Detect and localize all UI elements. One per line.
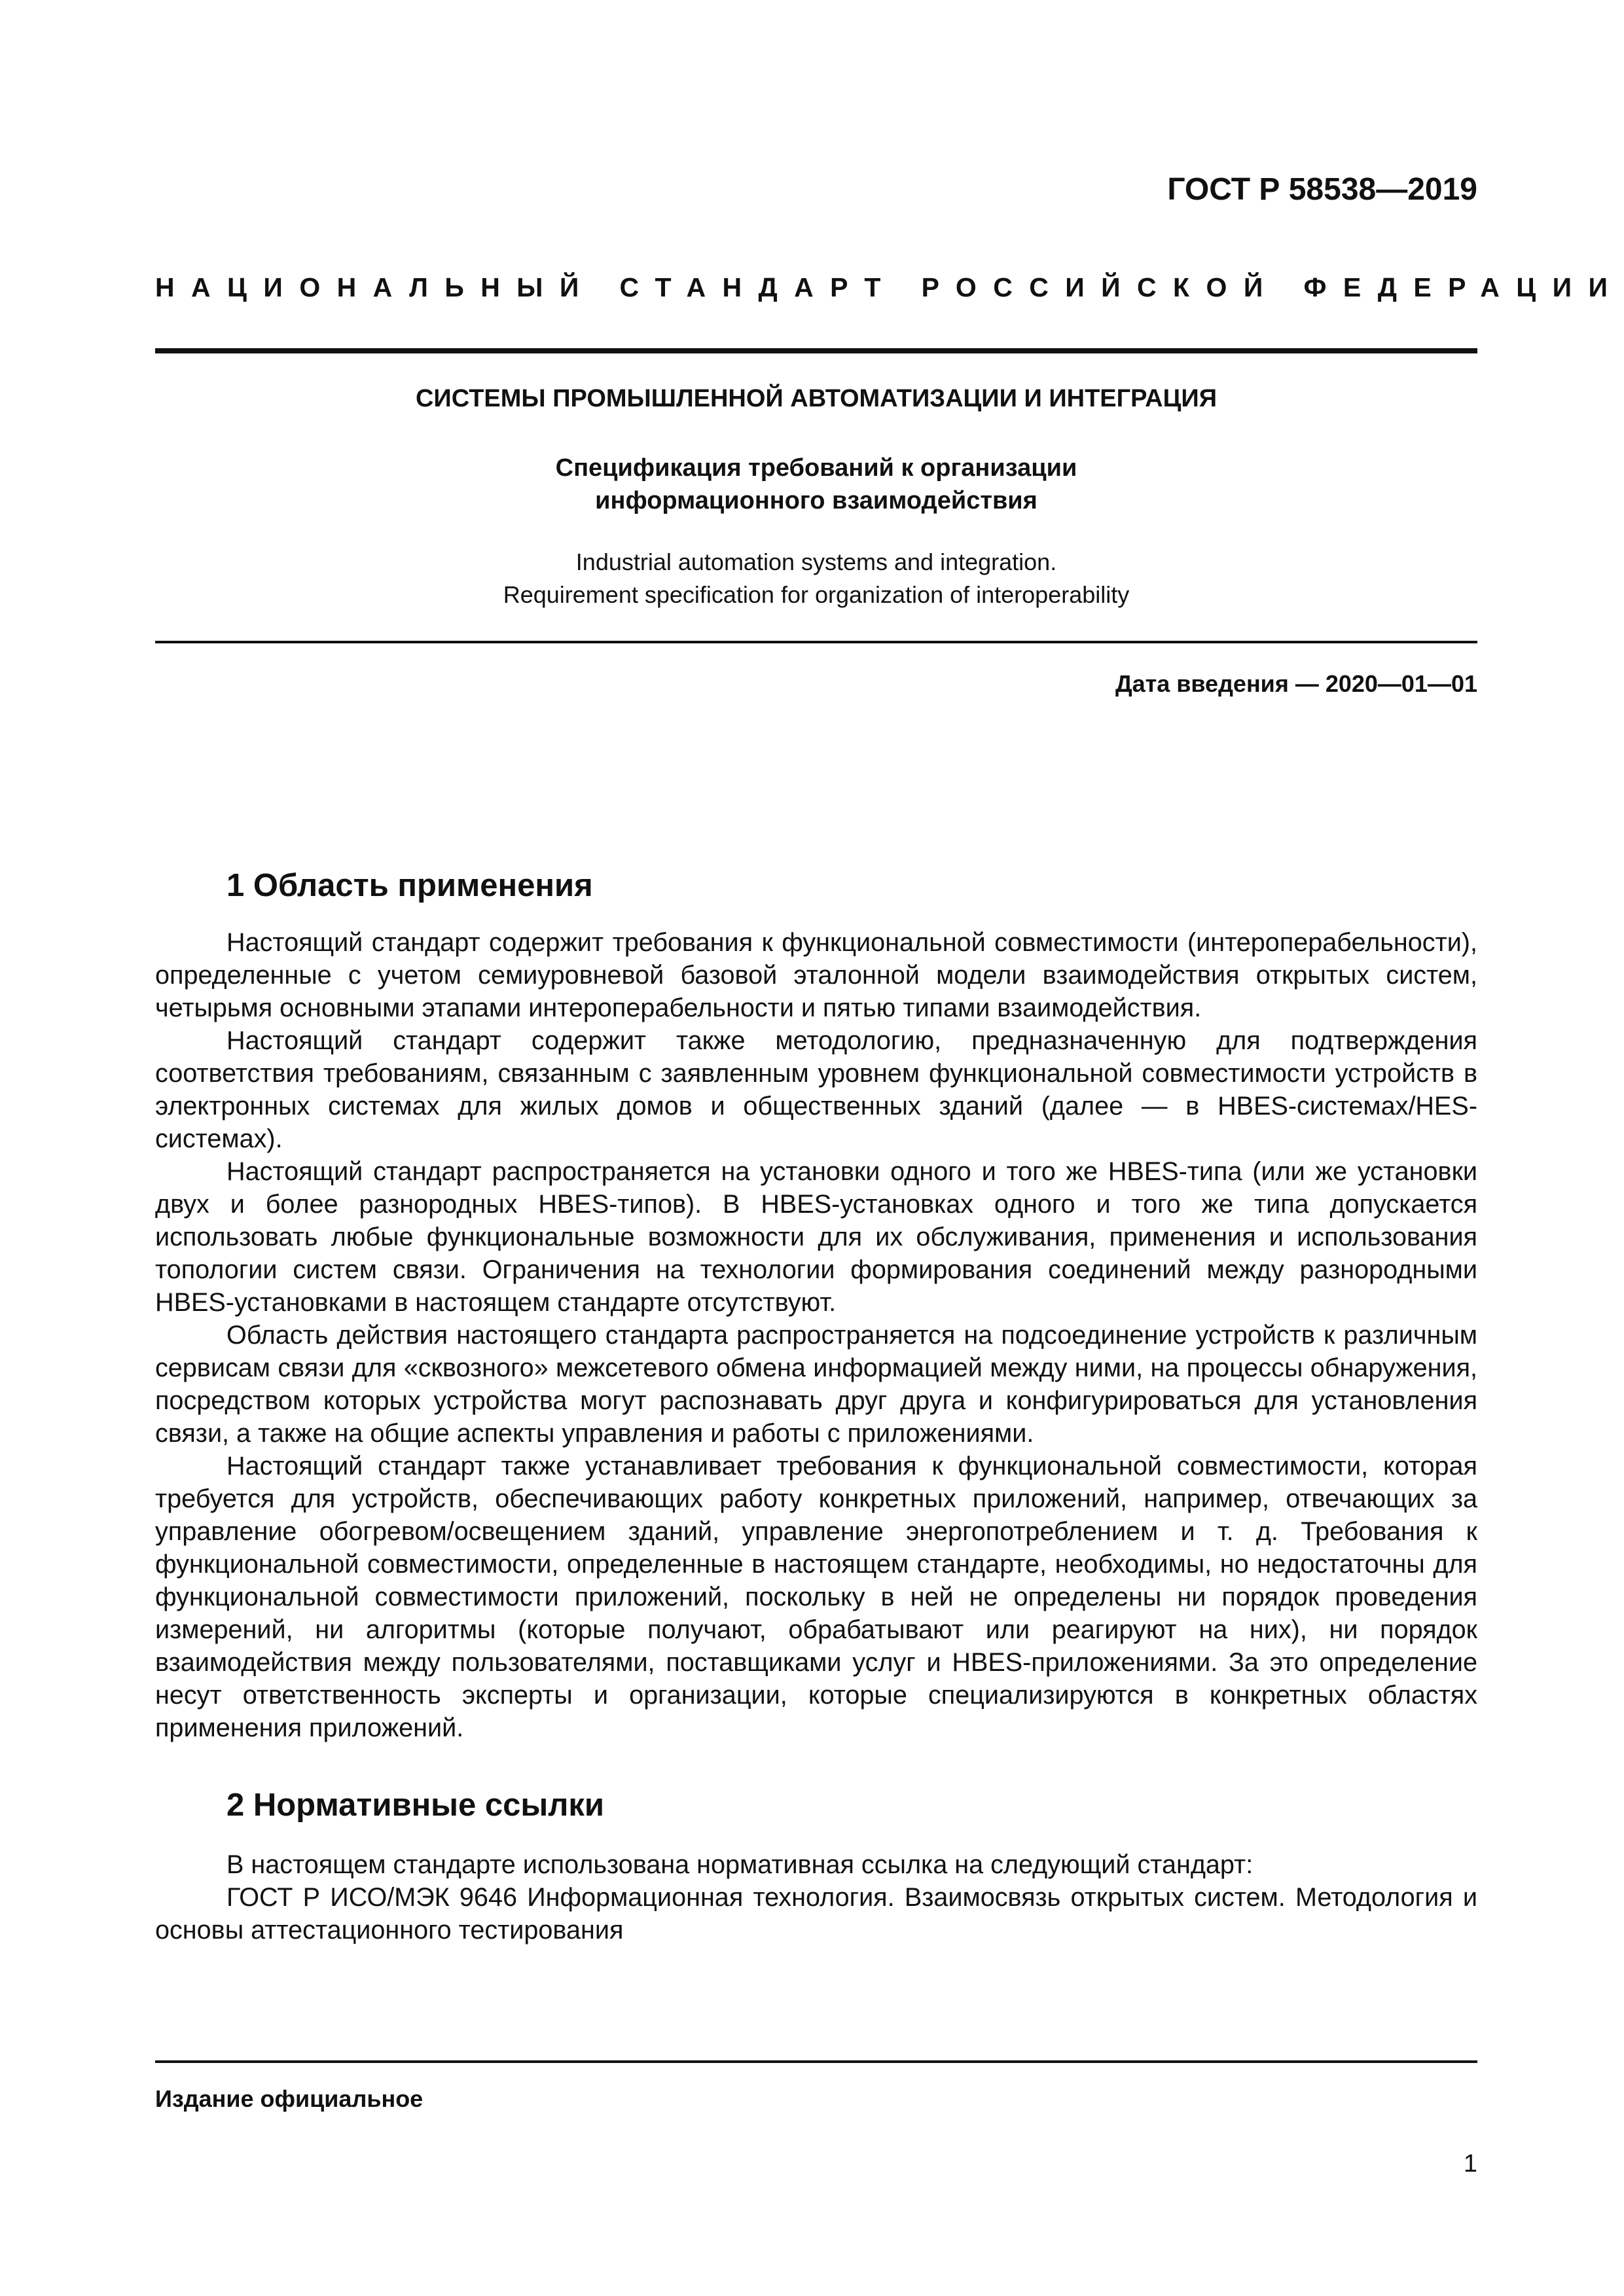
page-number: 1 <box>1463 2150 1477 2178</box>
introduction-date: Дата введения — 2020—01—01 <box>1115 670 1477 697</box>
subtitle-line: Спецификация требований к организации <box>555 454 1077 482</box>
section-body-references <box>155 1848 1477 1946</box>
section-body-scope <box>155 926 1477 1744</box>
header-divider <box>155 348 1477 353</box>
document-subtitle <box>155 452 1477 517</box>
english-title-line: Requirement specification for organization of interoperability <box>503 581 1130 608</box>
paragraph: ГОСТ Р ИСО/МЭК 9646 Информационная технология. Взаимосвязь открытых систем. Методология и основы аттестационного тестирования <box>155 1883 1477 1945</box>
title-divider <box>155 641 1477 643</box>
section-heading-scope: 1 Область применения <box>226 868 593 903</box>
footer-divider <box>155 2060 1477 2063</box>
edition-label: Издание официальное <box>155 2085 424 2112</box>
document-title: СИСТЕМЫ ПРОМЫШЛЕННОЙ АВТОМАТИЗАЦИИ И ИНТЕГРАЦИЯ <box>415 385 1218 412</box>
paragraph: Настоящий стандарт также устанавливает требования к функциональной совместимости, которая требуется для устройств, обеспечивающих работу конкретных приложений, например, отвечающих за управление обогревом/освещением зданий, управление энергопотреблением и т. д. Требования к функциональной совместимости, определенные в настоящем стандарте, необходимы, но недостаточны для функциональной совместимости приложений, поскольку в ней не определены ни порядок проведения измерений, ни алгоритмы (которые получают, обрабатывают или реагируют на них), ни порядок взаимодействия между пользователями, поставщиками услуг и HBES-приложениями. За это определение несут ответственность эксперты и организации, которые специализируются в конкретных областях применения приложений. <box>155 1452 1477 1742</box>
paragraph: Настоящий стандарт распространяется на установки одного и того же HBES-типа (или же установки двух и более разнородных HBES-типов). В HBES-установках одного и того же типа допускается использовать любые функциональные возможности для их обслуживания, применения и использования топологии систем связи. Ограничения на технологии формирования соединений между разнородными HBES-установками в настоящем стандарте отсутствуют. <box>155 1157 1477 1317</box>
section-heading-references: 2 Нормативные ссылки <box>226 1787 604 1823</box>
paragraph: Настоящий стандарт содержит также методологию, предназначенную для подтверждения соответствия требованиям, связанным с заявленным уровнем функциональной совместимости устройств в электронных системах для жилых домов и общественных зданий (далее — в HBES-системах/HES-системах). <box>155 1026 1477 1153</box>
national-standard-banner: НАЦИОНАЛЬНЫЙ СТАНДАРТ РОССИЙСКОЙ ФЕДЕРАЦИИ <box>155 272 1624 302</box>
paragraph: Область действия настоящего стандарта распространяется на подсоединение устройств к различным сервисам связи для «сквозного» межсетевого обмена информацией между ними, на процессы обнаружения, посредством которых устройства могут распознавать друг друга и конфигурироваться для установления связи, а также на общие аспекты управления и работы с приложениями. <box>155 1321 1477 1448</box>
subtitle-line: информационного взаимодействия <box>595 487 1038 514</box>
english-title-line: Industrial automation systems and integration. <box>575 548 1057 575</box>
paragraph: Настоящий стандарт содержит требования к функциональной совместимости (интероперабельности), определенные с учетом семиуровневой базовой эталонной модели взаимодействия открытых систем, четырьмя основными этапами интероперабельности и пятью типами взаимодействия. <box>155 928 1477 1022</box>
paragraph: В настоящем стандарте использована нормативная ссылка на следующий стандарт: <box>226 1850 1254 1879</box>
standard-designation: ГОСТ Р 58538—2019 <box>1167 172 1477 207</box>
english-title <box>155 546 1477 611</box>
